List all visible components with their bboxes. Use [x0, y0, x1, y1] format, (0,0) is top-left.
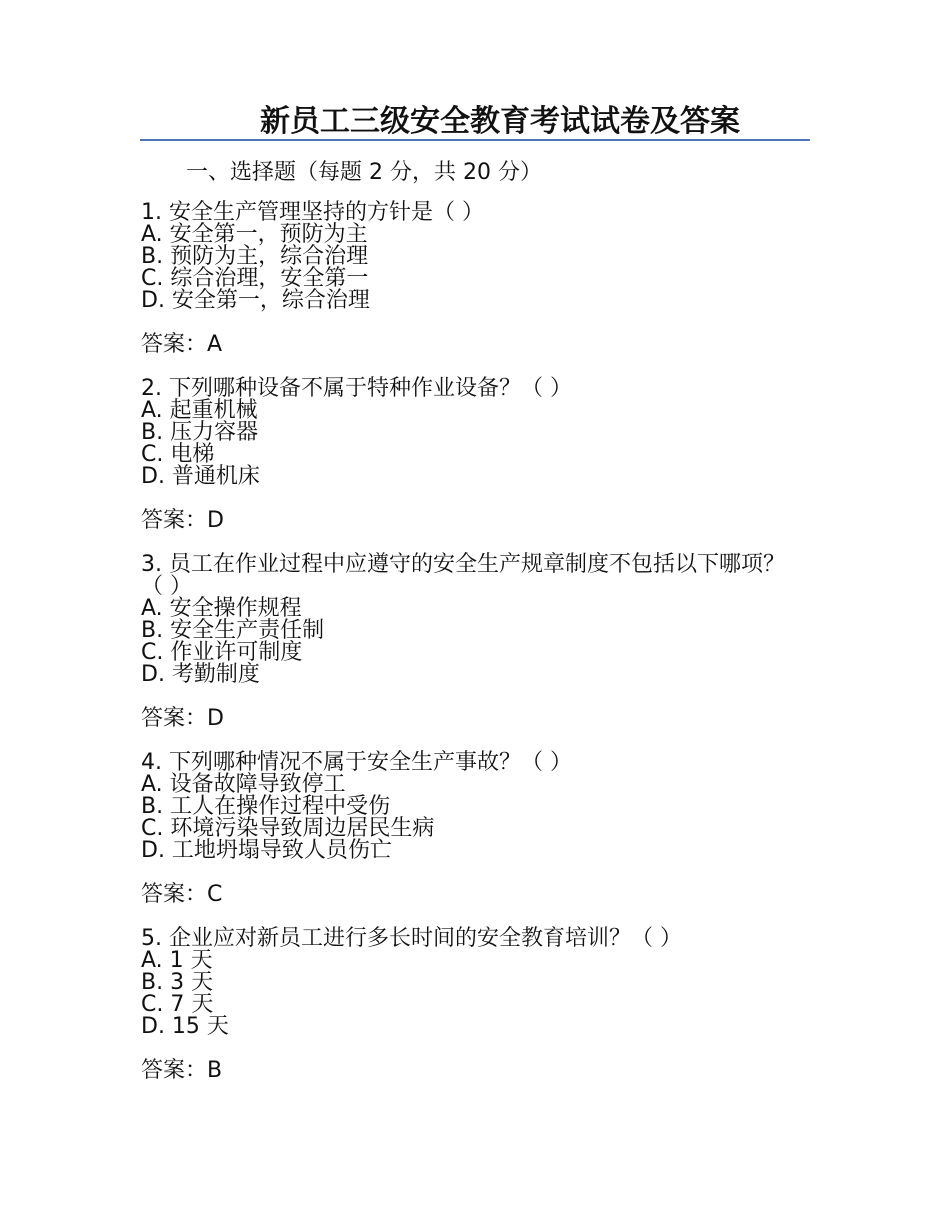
question-option-b: B. 3 天: [141, 970, 214, 995]
question-stem: 3. 员工在作业过程中应遵守的安全生产规章制度不包括以下哪项？（ ）: [141, 552, 785, 599]
question-list: [141, 202, 801, 1104]
question-option-a: A. 1 天: [141, 948, 213, 973]
question-option-b: B. 工人在操作过程中受伤: [141, 794, 391, 819]
question-option-a: A. 安全操作规程: [141, 596, 302, 621]
section-heading: 一、选择题（每题 2 分，共 20 分）: [186, 160, 542, 185]
question-stem: 4. 下列哪种情况不属于安全生产事故？（ ）: [141, 750, 572, 775]
question-4: [141, 752, 801, 910]
question-option-a: A. 起重机械: [141, 398, 258, 423]
question-option-d: D. 工地坍塌导致人员伤亡: [141, 838, 392, 863]
question-option-a: A. 设备故障导致停工: [141, 772, 346, 797]
question-option-d: D. 安全第一，综合治理: [141, 288, 370, 313]
question-option-c: C. 电梯: [141, 442, 215, 467]
question-stem: 1. 安全生产管理坚持的方针是（ ）: [141, 200, 484, 225]
question-2: [141, 378, 801, 536]
document-title: 新员工三级安全教育考试试卷及答案: [260, 104, 740, 139]
question-answer: 答案：D: [141, 706, 224, 731]
question-option-c: C. 综合治理，安全第一: [141, 266, 369, 291]
question-stem: 5. 企业应对新员工进行多长时间的安全教育培训？（ ）: [141, 926, 682, 951]
question-stem: 2. 下列哪种设备不属于特种作业设备？（ ）: [141, 376, 572, 401]
question-option-c: C. 7 天: [141, 992, 214, 1017]
question-answer: 答案：A: [141, 332, 223, 357]
question-answer: 答案：C: [141, 882, 223, 907]
question-answer: 答案：D: [141, 508, 224, 533]
question-option-d: D. 考勤制度: [141, 662, 260, 687]
question-option-b: B. 压力容器: [141, 420, 259, 445]
question-3: [141, 554, 801, 734]
question-option-c: C. 环境污染导致周边居民生病: [141, 816, 435, 841]
question-option-b: B. 预防为主，综合治理: [141, 244, 369, 269]
question-option-d: D. 普通机床: [141, 464, 260, 489]
title-underline: [140, 139, 810, 141]
question-1: [141, 202, 801, 360]
question-option-c: C. 作业许可制度: [141, 640, 303, 665]
question-option-d: D. 15 天: [141, 1014, 229, 1039]
question-option-a: A. 安全第一，预防为主: [141, 222, 368, 247]
question-option-b: B. 安全生产责任制: [141, 618, 325, 643]
question-answer: 答案：B: [141, 1058, 223, 1083]
question-5: [141, 928, 801, 1086]
